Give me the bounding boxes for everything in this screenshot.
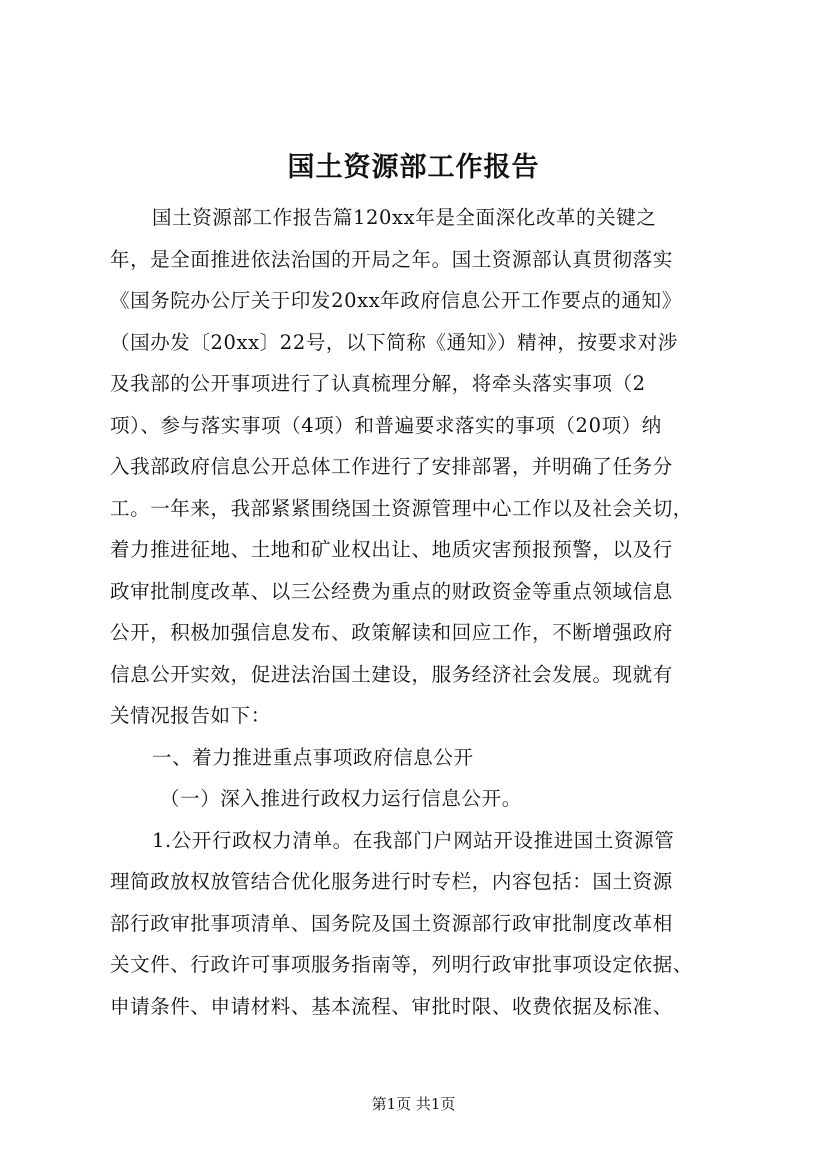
- paragraph-line: 理简政放权放管结合优化服务进行时专栏，内容包括：国土资源: [110, 870, 673, 893]
- paragraph-line: 《国务院办公厅关于印发20xx年政府信息公开工作要点的通知》: [110, 289, 682, 312]
- paragraph-line: 国土资源部工作报告篇120xx年是全面深化改革的关键之: [152, 206, 657, 229]
- paragraph-line: 及我部的公开事项进行了认真梳理分解，将牵头落实事项（2: [110, 372, 646, 395]
- paragraph-line: 1.公开行政权力清单。在我部门户网站开设推进国土资源管: [152, 828, 675, 852]
- subsection-heading: （一）深入推进行政权力运行信息公开。: [160, 787, 522, 810]
- paragraph-line: 政审批制度改革、以三公经费为重点的财政资金等重点领域信息: [110, 579, 673, 603]
- page-footer: 第1页 共1页: [371, 1095, 456, 1113]
- document-title: 国土资源部工作报告: [287, 152, 540, 183]
- document-body: [110, 197, 730, 1027]
- paragraph-line: （国办发〔20xx〕22号，以下简称《通知》）精神，按要求对涉: [110, 330, 678, 354]
- paragraph-line: 项）、参与落实事项（4项）和普遍要求落实的事项（20项）纳: [110, 413, 662, 437]
- paragraph-line: 工。一年来，我部紧紧围绕国土资源管理中心工作以及社会关切，: [110, 496, 693, 520]
- section-heading: 一、着力推进重点事项政府信息公开: [152, 745, 474, 769]
- paragraph-line: 关情况报告如下：: [110, 704, 271, 727]
- paragraph-line: 部行政审批事项清单、国务院及国土资源部行政审批制度改革相: [110, 911, 673, 935]
- paragraph-line: 公开，积极加强信息发布、政策解读和回应工作，不断增强政府: [110, 621, 673, 644]
- paragraph-line: 关文件、行政许可事项服务指南等，列明行政审批事项设定依据、: [110, 953, 693, 976]
- paragraph-line: 年，是全面推进依法治国的开局之年。国土资源部认真贯彻落实: [110, 247, 673, 271]
- paragraph-line: 信息公开实效，促进法治国土建设，服务经济社会发展。现就有: [110, 662, 673, 686]
- paragraph-line: 入我部政府信息公开总体工作进行了安排部署，并明确了任务分: [110, 455, 673, 478]
- paragraph-line: 着力推进征地、土地和矿业权出让、地质灾害预报预警，以及行: [110, 538, 673, 561]
- paragraph-line: 申请条件、申请材料、基本流程、审批时限、收费依据及标准、: [110, 994, 673, 1018]
